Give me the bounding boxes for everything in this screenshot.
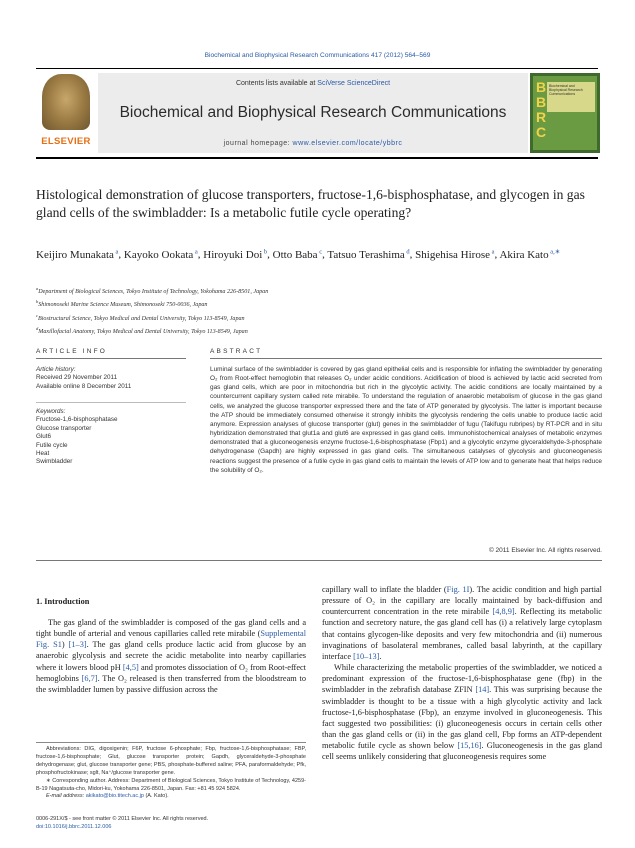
keywords-block: Keywords: Fructose-1,6-bisphosphatase Glucose transporter Glut6 Futile cycle Heat Swimbladder	[36, 408, 186, 467]
info-divider	[36, 402, 186, 403]
abstract-bottom-rule	[36, 560, 602, 561]
email-line: E-mail address: akikato@bio.titech.ac.jp (A. Kato).	[46, 793, 169, 800]
citation-link[interactable]: [15,16]	[457, 741, 482, 751]
journal-name: Biochemical and Biophysical Research Communications	[119, 104, 507, 121]
keyword: Glucose transporter	[36, 424, 92, 432]
author-name[interactable]: Akira Kato $^{a,∗}$	[499, 248, 561, 261]
author-name[interactable]: Hiroyuki Doi $^b$	[203, 248, 268, 261]
left-column-text: The gas gland of the swimbladder is composed of the gas gland cells and a tight bundle of arterial and venous capillaries called rete mirabile (Supplemental Fig. S1) [1–3]. The gas gland cells produce lactic acid from glucose by an anaerobic glycolysis and secrete the acidic metabolite into nearby capillaries where it lowers blood pH [4,5] and promotes dissociation of O₂ from Root-effect hemoglobins [6,7]. The O₂ released is then transferred from the bloodstream to the swimbladder lumen by passive diffusion across the	[36, 618, 306, 694]
cover-bbrc-text: B B R C	[536, 79, 547, 140]
email-link[interactable]: akikato@bio.titech.ac.jp	[85, 793, 144, 800]
affiliation-line: $^d$Maxillofacial Anatomy, Tokyo Medical and Dental University, Tokyo 113-8549, Japan	[36, 326, 248, 336]
right-column-text: capillary wall to inflate the bladder (Fig. 1I). The acidic condition and high partial pressure of O₂ in the capillary are locally maintained by back-diffusion and countercurrent concentration in the rete mirabile [4,8,9]. Reflecting its metabolic function and secretory nature, the gas gland cell has (i) a relatively large cytoplasm that contains glycogen-like deposits and very few mitochondria and (ii) numerous invaginations of basolateral membranes, called basal labyrinth, at the capillary interface [10–13]. While characterizing the metabolic properties of the swimbladder, we noticed a predominant expression of the fructose-1,6-bisphosphatase gene (fbp) in the swimbladder in the zebrafish database ZFIN [14]. This was surprising because the swimbladder is thought to be a tissue with a high glycolytic activity and lack fructose-1,6-bisphosphatase (Fbp), an enzyme involved in gluconeogenesis. This fact suggested two possibilities: (i) gluconeogenesis occurs in certain cells other than the gas gland cells or (ii) in the gas gland cell, Fbp forms an ATP-dependent metabolic futile cycle as shown below [15,16]. Gluconeogenesis in the gas gland cell seems unlikely considering that gluconeogenesis requires some	[322, 585, 603, 762]
journal-homepage: journal homepage: www.elsevier.com/locate/ybbrc	[223, 140, 403, 147]
keyword: Swimbladder	[36, 458, 73, 466]
author-name[interactable]: Shigehisa Hirose $^a$	[415, 248, 495, 261]
keyword: Heat	[36, 450, 50, 458]
abstract-rule	[210, 358, 602, 359]
available-date: Available online 8 December 2011	[36, 382, 132, 390]
affiliations	[36, 284, 601, 338]
author-name[interactable]: Keijiro Munakata $^a$	[36, 248, 119, 261]
elsevier-wordmark: ELSEVIER	[41, 136, 91, 147]
header-rule-top	[36, 68, 598, 69]
keyword: Fructose-1,6-bisphosphatase	[36, 416, 118, 424]
received-date: Received 29 November 2011	[36, 374, 118, 382]
author-list: Keijiro Munakata $^a$, Kayoko Ookata $^a$, Hiroyuki Doi $^b$, Otto Baba $^c$, Tatsuo Terashima $^d$, Shigehisa Hirose $^a$, Akira Kato $^{a,∗}$	[36, 248, 561, 261]
citation-link[interactable]: Fig. 1I	[446, 585, 470, 594]
info-rule	[36, 358, 186, 359]
abstract-text: Luminal surface of the swimbladder is covered by gas gland epithelial cells and is responsible for inflating the swimbladder by generating O₂ from Root-effect hemoglobin that releases O₂ under acidic conditions. Acidification of blood is achieved by lactic acid secreted from gas gland cells, which are poor in mitochondria but rich in the glycolytic activity. The acidic conditions are locally maintained by a countercurrent capillary system called rete mirabile. To understand the regulation of anaerobic metabolism of glucose in the gas gland cells, we analyzed the glucose transporter expressed there and the fate of ATP generated by glycolysis. The latter is important because the ATP should be immediately consumed otherwise it strongly inhibits the glycolysis rendering the cells unable to produce lactic acid anymore. Expression analyses of glucose transporter (glut) genes in the swimbladder of fugu (Takifugu rubripes) by RT-PCR and in situ hybridization demonstrated that glut1a and glut6 are expressed in gas gland cells. Immunohistochemical analyses of metabolic enzymes demonstrated that a gluconeogenesis enzyme fructose-1,6-bisphosphatase (Fbp1) and a glycolytic enzyme glyceraldehyde-3-phosphate dehydrogenase (Gapdh) are highly expressed in gas gland cells. The simultaneous catalyses of glycolysis and gluconeogenesis reactions suggest the presence of a futile cycle in gas gland cells to maintain the levels of ATP low and to generate heat that helps reduce the solubility of O₂.	[210, 366, 602, 474]
citation-link[interactable]: [6,7]	[81, 673, 98, 683]
front-matter	[36, 815, 306, 831]
copyright: © 2011 Elsevier Inc. All rights reserved.	[488, 547, 602, 554]
homepage-link[interactable]: www.elsevier.com/locate/ybbrc	[292, 140, 403, 147]
article-title: Histological demonstration of glucose transporters, fructose-1,6-bisphosphatase, and glycogen in gas gland cells of the swimbladder: Is a metabolic futile cycle operating?	[36, 187, 585, 220]
cover-title-box: Biochemical and Biophysical Research Communications	[547, 82, 595, 112]
author-name[interactable]: Kayoko Ookata $^a$	[123, 248, 198, 261]
citation-link[interactable]: [4,5]	[122, 662, 139, 672]
section-heading: 1. Introduction	[36, 597, 90, 606]
journal-cover-image	[530, 73, 600, 153]
citation-link[interactable]: [4,8,9]	[492, 607, 515, 617]
affiliation-line: $^c$Biostructural Science, Tokyo Medical and Dental University, Tokyo 113-8549, Japan	[36, 312, 245, 322]
abbreviations-footnote: Abbreviations: DIG, digoxigenin; F6P, fructose 6-phosphate; Fbp, fructose-1,6-bisphosphatase; FBP, fructose-1,6-bisphosphate; Glut, glucose transporter protein; Gapdh, glyceraldehyde-3-phosphate dehydrogenase; glut, glucose transporter gene; PBS, phosphate-buffered saline; PFA, paraformaldehyde; Pfk, phosphofructokinase; sglt, Na⁺/glucose transporter gene.	[36, 746, 306, 776]
article-info-heading: ARTICLE INFO	[36, 348, 108, 355]
header-rule-bottom	[36, 157, 598, 159]
keyword: Futile cycle	[36, 441, 68, 449]
affiliation-line: $^a$Department of Biological Sciences, Tokyo Institute of Technology, Yokohama 226-8501, Japan	[36, 286, 269, 296]
journal-reference[interactable]: Biochemical and Biophysical Research Communications 417 (2012) 564–569	[204, 52, 431, 59]
author-name[interactable]: Otto Baba $^c$	[272, 248, 323, 261]
keyword: Glut6	[36, 433, 52, 441]
footnote-rule	[36, 742, 306, 743]
footnotes	[36, 746, 306, 801]
abstract-heading: ABSTRACT	[210, 348, 263, 355]
elsevier-tree-icon	[42, 74, 90, 130]
article-history: Article history: Received 29 November 2011 Available online 8 December 2011	[36, 366, 186, 391]
corresponding-author: ∗ Corresponding author. Address: Department of Biological Sciences, Tokyo Institute of Technology, 4259-B-19 Nagatsuta-cho, Midori-ku, Yokohama 226-8501, Japan. Fax: +81 45 924 5824.	[36, 777, 306, 792]
citation-link[interactable]: Supplemental Fig. S1	[36, 629, 306, 650]
affiliation-line: $^b$Shimonoseki Marine Science Museum, Shimonoseki 750-0036, Japan	[36, 299, 208, 309]
citation-link[interactable]: [1–3]	[68, 640, 87, 650]
citation-link[interactable]: [14]	[475, 685, 490, 695]
sciencedirect-link[interactable]: SciVerse ScienceDirect	[317, 80, 391, 87]
author-name[interactable]: Tatsuo Terashima $^d$	[327, 248, 410, 261]
citation-link[interactable]: [10–13]	[353, 651, 380, 661]
doi-line[interactable]: doi:10.1016/j.bbrc.2011.12.006	[36, 824, 112, 830]
elsevier-logo	[36, 72, 96, 152]
issn-line: 0006-291X/$ - see front matter © 2011 Elsevier Inc. All rights reserved.	[36, 816, 209, 822]
contents-available: Contents lists available at SciVerse ScienceDirect	[235, 80, 391, 87]
